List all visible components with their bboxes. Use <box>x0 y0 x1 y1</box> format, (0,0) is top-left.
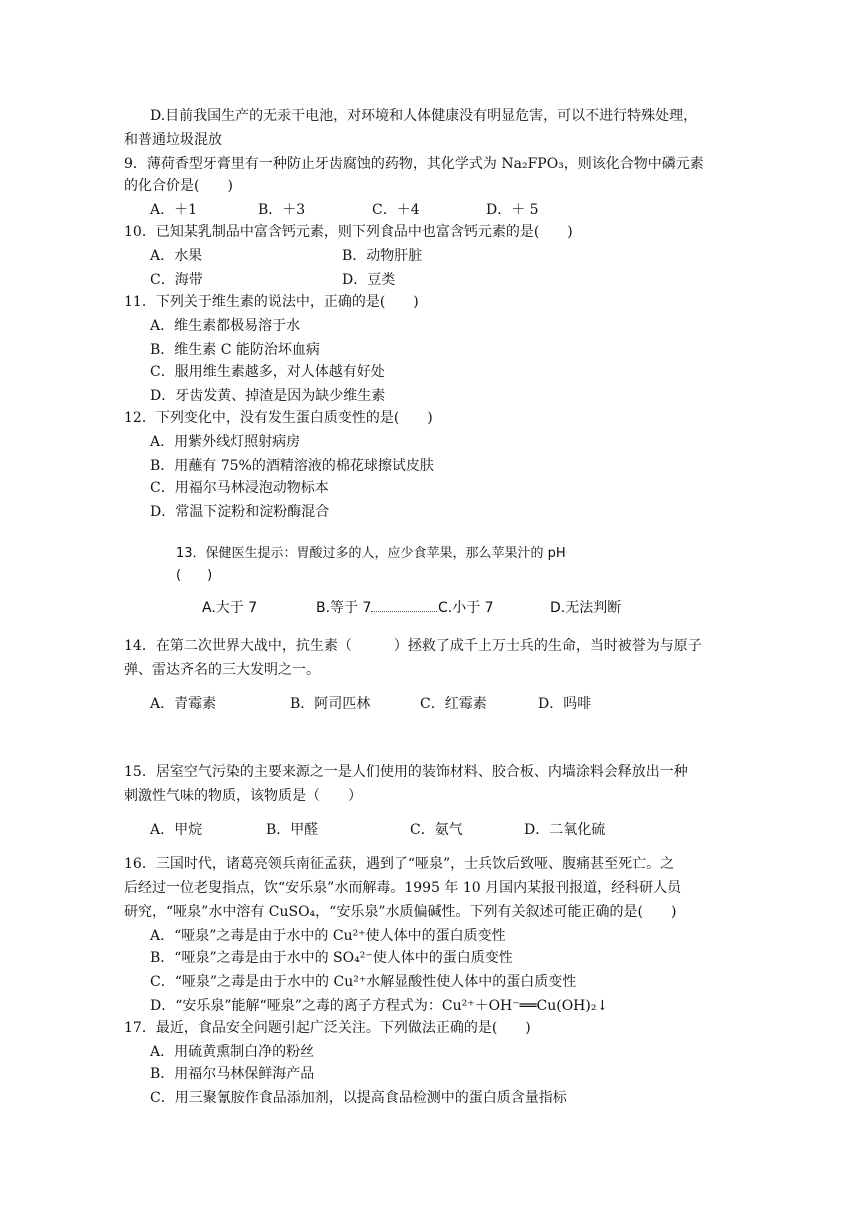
q9-option-a: A．＋1 <box>150 202 198 218</box>
q15-option-a: A．甲烷 <box>150 822 203 838</box>
q9-option-b: B．＋3 <box>258 202 306 218</box>
q11-option-a: A．维生素都极易溶于水 <box>150 318 301 334</box>
q13-option-c: C.小于 7 <box>438 600 494 616</box>
q15-stem-line2: 刺激性气味的物质，该物质是（ ） <box>124 788 362 804</box>
q8-option-d-line2: 和普通垃圾混放 <box>124 132 222 148</box>
q17-option-c: C．用三聚氰胺作食品添加剂，以提高食品检测中的蛋白质含量指标 <box>150 1090 567 1106</box>
q12-option-d: D．常温下淀粉和淀粉酶混合 <box>150 504 330 520</box>
q10-stem: 10．已知某乳制品中富含钙元素，则下列食品中也富含钙元素的是( ) <box>124 224 573 240</box>
q9-stem-line1: 9．薄荷香型牙膏里有一种防止牙齿腐蚀的药物，其化学式为 Na₂FPO₃，则该化合物中磷元素 <box>124 156 704 172</box>
q16-stem-line2: 后经过一位老叟指点，饮“安乐泉”水而解毒。1995 年 10 月国内某报刊报道，经科研人员 <box>124 880 682 896</box>
q14-option-a: A．青霉素 <box>150 696 217 712</box>
q12-option-c: C．用福尔马林浸泡动物标本 <box>150 480 329 496</box>
q15-stem-line1: 15．居室空气污染的主要来源之一是人们使用的装饰材料、胶合板、内墙涂料会释放出一种 <box>124 764 688 780</box>
q12-stem: 12．下列变化中，没有发生蛋白质变性的是( ) <box>124 410 433 426</box>
q11-option-b: B．维生素 C 能防治坏血病 <box>150 342 320 358</box>
q11-option-d: D．牙齿发黄、掉渣是因为缺少维生素 <box>150 388 386 404</box>
q15-option-c: C．氨气 <box>410 822 463 838</box>
q16-stem-line1: 16．三国时代，诸葛亮领兵南征孟获，遇到了“哑泉”，士兵饮后致哑、腹痛甚至死亡。之 <box>124 856 675 872</box>
q12-option-b: B．用蘸有 75%的酒精溶液的棉花球擦试皮肤 <box>150 458 434 474</box>
q10-option-d: D．豆类 <box>342 272 396 288</box>
q13-option-b: B.等于 7 <box>316 598 437 618</box>
q17-option-a: A．用硫黄熏制白净的粉丝 <box>150 1044 315 1060</box>
q11-stem: 11．下列关于维生素的说法中，正确的是( ) <box>124 294 419 310</box>
q13-stem-line1: 13．保健医生提示：胃酸过多的人，应少食苹果，那么苹果汁的 pH <box>176 546 566 561</box>
q16-option-b: B．“哑泉”之毒是由于水中的 SO₄²⁻使人体中的蛋白质变性 <box>150 950 513 966</box>
q14-stem-line2: 弹、雷达齐名的三大发明之一。 <box>124 662 320 678</box>
q14-stem-line1: 14．在第二次世界大战中，抗生素（ ）拯救了成千上万士兵的生命，当时被誉为与原子 <box>124 638 702 654</box>
q16-option-d: D．“安乐泉”能解“哑泉”之毒的离子方程式为：Cu²⁺＋OH⁻══Cu(OH)₂↓ <box>150 998 609 1014</box>
q14-option-d: D．吗啡 <box>538 696 592 712</box>
q16-option-c: C．“哑泉”之毒是由于水中的 Cu²⁺水解显酸性使人体中的蛋白质变性 <box>150 974 577 990</box>
q15-option-b: B．甲醛 <box>266 822 319 838</box>
q10-option-b: B．动物肝脏 <box>342 248 423 264</box>
q13-option-a: A.大于 7 <box>202 600 258 616</box>
q11-option-c: C．服用维生素越多，对人体越有好处 <box>150 364 385 380</box>
q14-option-c: C．红霉素 <box>420 696 487 712</box>
q14-option-b: B．阿司匹林 <box>290 696 371 712</box>
q12-option-a: A．用紫外线灯照射病房 <box>150 434 301 450</box>
q10-option-a: A．水果 <box>150 248 203 264</box>
q15-option-d: D．二氧化硫 <box>524 822 606 838</box>
q10-option-c: C．海带 <box>150 272 203 288</box>
q16-option-a: A．“哑泉”之毒是由于水中的 Cu²⁺使人体中的蛋白质变性 <box>150 928 506 944</box>
q13-option-d: D.无法判断 <box>550 600 622 616</box>
q13-stem-line2: ( ) <box>176 568 213 583</box>
q8-option-d-line1: D.目前我国生产的无汞干电池，对环境和人体健康没有明显危害，可以不进行特殊处理， <box>150 108 698 124</box>
q9-option-c: C．＋4 <box>372 202 420 218</box>
q17-option-b: B．用福尔马林保鲜海产品 <box>150 1066 315 1082</box>
q9-stem-line2: 的化合价是( ) <box>124 178 233 194</box>
q17-stem: 17．最近，食品安全问题引起广泛关注。下列做法正确的是( ) <box>124 1020 531 1036</box>
q9-option-d: D．＋ 5 <box>486 202 539 218</box>
q16-stem-line3: 研究，“哑泉”水中溶有 CuSO₄，“安乐泉”水质偏碱性。下列有关叙述可能正确的是( ) <box>124 904 677 920</box>
